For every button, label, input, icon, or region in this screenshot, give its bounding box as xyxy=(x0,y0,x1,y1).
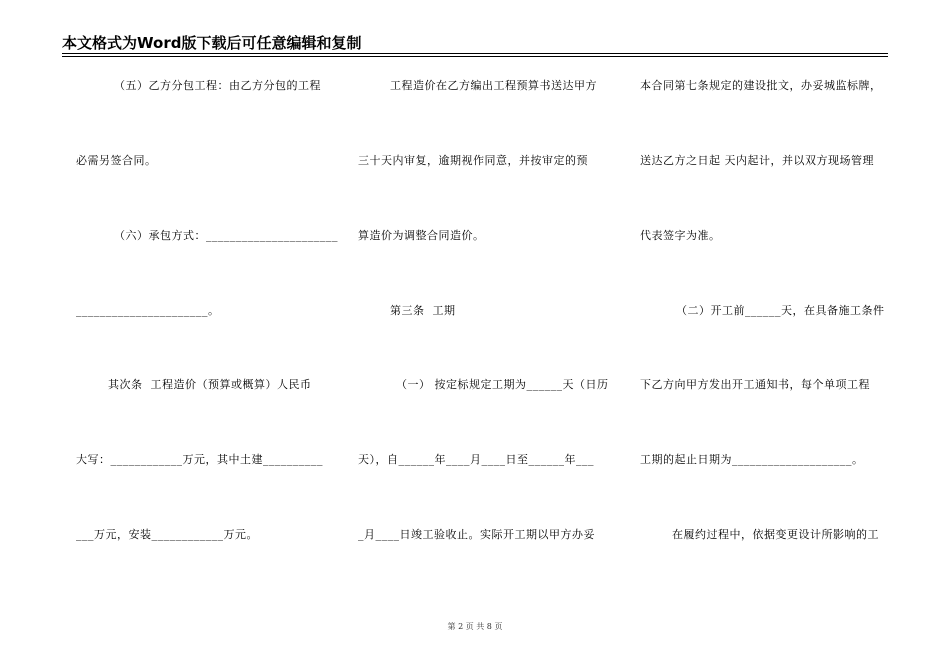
text-line: （一） 按定标规定工期为______天（日历 xyxy=(388,378,609,391)
text-line: 代表签字为准。 xyxy=(640,229,721,242)
text-line: （五）乙方分包工程：由乙方分包的工程 xyxy=(106,79,321,92)
text-line: ______________________。 xyxy=(76,304,220,317)
text-line: 工期的起止日期为____________________。 xyxy=(640,453,864,466)
header-rule-top xyxy=(62,53,888,54)
document-header-title: 本文格式为Word版下载后可任意编辑和复制 xyxy=(62,34,362,52)
text-line: 必需另签合同。 xyxy=(76,154,157,167)
text-line: 工程造价在乙方编出工程预算书送达甲方 xyxy=(382,79,597,92)
text-line: ___万元，安装____________万元。 xyxy=(76,528,258,541)
text-line: 天），自______年____月____日至______年___ xyxy=(358,453,594,466)
text-line: 大写：____________万元，其中土建__________ xyxy=(76,453,323,466)
text-line: （六）承包方式：______________________ xyxy=(106,229,338,242)
header-rule-bottom xyxy=(62,56,888,57)
text-line: _月____日竣工验收止。实际开工期以甲方办妥 xyxy=(358,528,595,541)
text-line: 三十天内审复，逾期视作同意，并按审定的预 xyxy=(358,154,588,167)
text-line: 本合同第七条规定的建设批文，办妥城监标牌， xyxy=(640,79,882,92)
text-line: 第三条 工期 xyxy=(382,304,456,317)
text-line: 下乙方向甲方发出开工通知书，每个单项工程 xyxy=(640,378,870,391)
text-line: 送达乙方之日起 天内起计，并以双方现场管理 xyxy=(640,154,874,167)
page-number: 第 2 页 共 8 页 xyxy=(447,622,503,631)
text-line: 其次条 工程造价（预算或概算）人民币 xyxy=(100,378,312,391)
text-line: （二）开工前______天，在具备施工条件 xyxy=(668,304,885,317)
text-line: 在履约过程中，依据变更设计所影响的工 xyxy=(664,528,879,541)
text-line: 算造价为调整合同造价。 xyxy=(358,229,485,242)
